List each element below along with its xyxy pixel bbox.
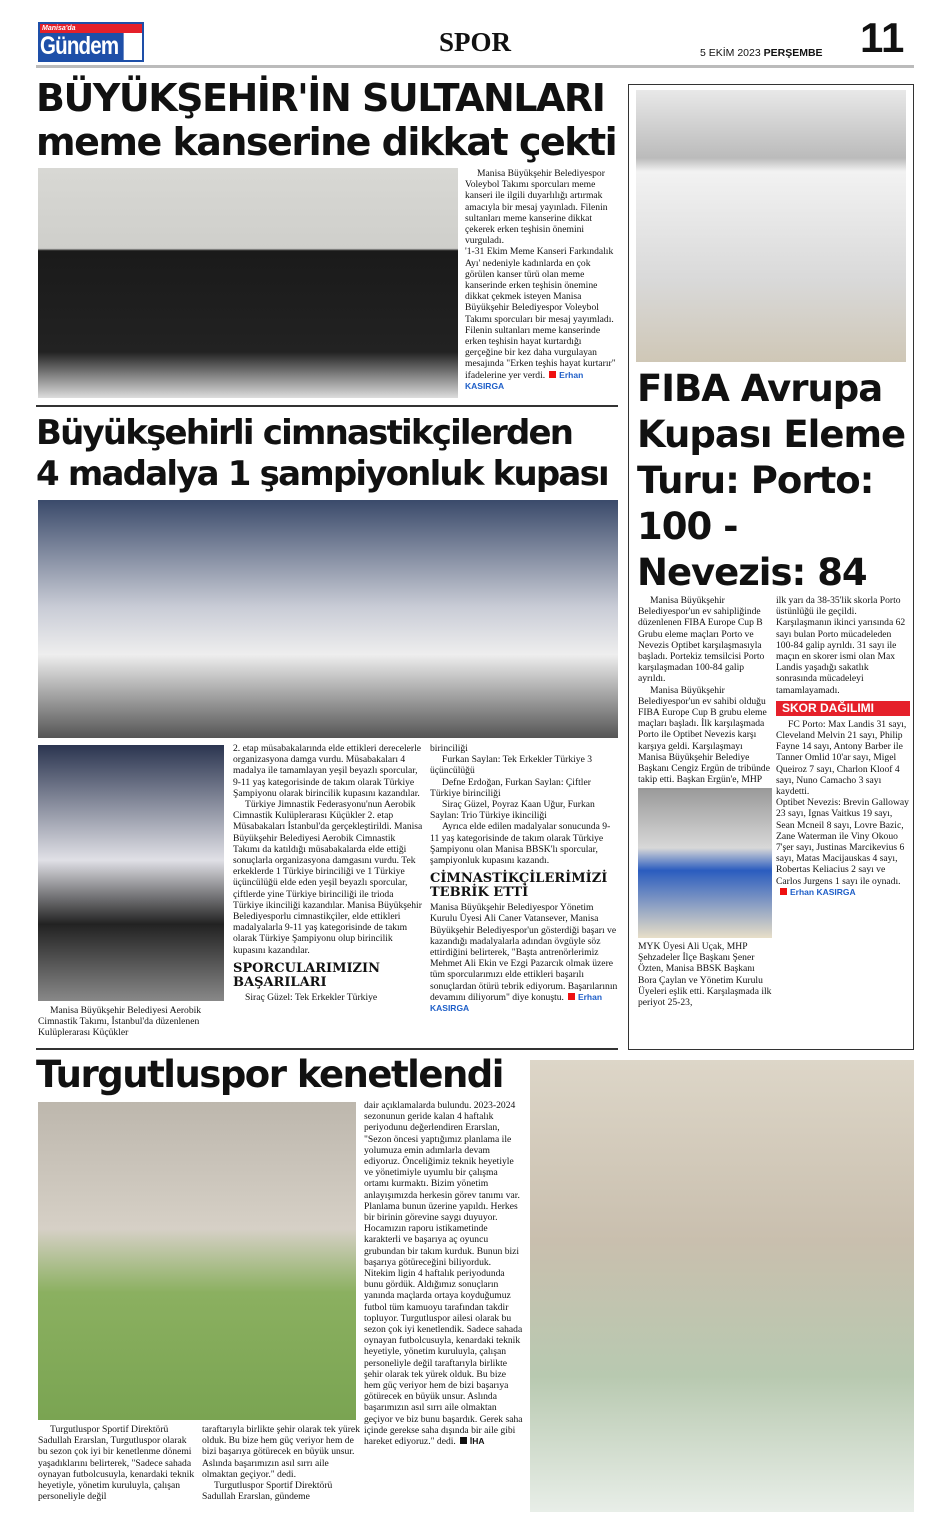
headline-line-2: 4 madalya 1 şampiyonluk kupası (36, 454, 608, 494)
issue-date (700, 47, 823, 59)
paragraph: Turgutluspor Sportif Direktörü Sadullah Erarslan, gündeme (202, 1480, 333, 1503)
paragraph: Siraç Güzel: Tek Erkekler Türkiye (245, 991, 378, 1003)
fiba-col2 (776, 595, 910, 898)
turgutluspor-mid-col (202, 1424, 360, 1502)
turgutluspor-headline: Turgutluspor kenetlendi (36, 1053, 503, 1096)
turgutluspor-right-col (364, 1100, 524, 1447)
header-rule (36, 65, 914, 68)
subheading: SPORCULARIMIZIN BAŞARILARI (233, 960, 381, 990)
byline-square-icon (780, 888, 787, 895)
paragraph: Manisa Büyükşehir Belediyespor'un ev sahibi olduğu FIBA Europe Cup B grubu eleme maçları başladı. İlk karşılaşmada Porto ile Optibet Nevezis karşı karşıya geldi. Karşılaşmayı Manisa Büyükşehir Belediye Başkanı Cengiz Ergün de tribünde takip etti. Başkan Ergün'e, MHP MYK Üyesi Ali Uçak, MHP Şehzadeler İlçe Başkanı Şener Özten, Manisa BBSK Başkanı Bora Çaylan ve Yönetim Kurulu Üyeleri eşlik etti. Karşılaşmada ilk periyot 25-23, (638, 684, 772, 1009)
byline-square-icon (568, 993, 575, 1000)
paragraph: taraftarıyla birlikte şehir olarak tek yürek olduk. Bu bize hem güç veriyor hem de bizi başarıya götürecek en büyük unsur. Aslında başarımızın asıl sırrı aile olmaktan geçiyor." dedi. (202, 1424, 360, 1480)
fiba-col1 (638, 595, 772, 1008)
headline-line-1: BÜYÜKŞEHİR'İN SULTANLARI (36, 76, 605, 120)
score-heading: SKOR DAĞILIMI (776, 701, 910, 716)
divider (36, 405, 618, 407)
football-match-photo (38, 1102, 356, 1420)
logo-main-text: Gündem (40, 33, 124, 60)
football-players-photo (530, 1060, 914, 1512)
paragraph: Türkiye Jimnastik Federasyonu'nun Aerobik Cimnastik Kulüplerarası Küçükler 2. etap Müsabakaları İstanbul'da gerçekleştirildi. Manisa Büyükşehir Belediyesi Aerobik Cimnastik Takımı da katıldığı müsabakalarda elde ettiği sonuçlarla organizasyona damgasını vurdu. Tek erkeklerde 1 Türkiye birinciliği ve 1 Türkiye üçüncülüğü elde eden yeşil beyazlı sporcular, çiftlerde yine Türkiye birinciliği ile trioda Türkiye ikinciliği kazandılar. Manisa Büyükşehir Belediyesporlu cimnastikçiler, elde ettikleri madalyalarla 9-11 yaş kategorisinde de takım olarak Türkiye Şampiyonu olup birincilik kupasını kazandılar. (233, 799, 423, 956)
logo-top-text: Manisa'da (40, 24, 142, 33)
divider (36, 1048, 618, 1050)
article1-headline (36, 76, 626, 164)
photo-caption: Manisa Büyükşehir Belediyesi Aerobik Cimnastik Takımı, İstanbul'da düzenlenen Kulüplerarası Küçükler (38, 1005, 202, 1039)
byline-square-icon (460, 1437, 467, 1444)
article1-body (465, 168, 617, 392)
masthead-logo (38, 22, 144, 62)
article2-col3 (430, 743, 618, 1014)
paragraph: Ayrıca elde edilen madalyalar sonucunda 9-11 yaş kategorisinde de takım olarak Türkiye Şampiyonu olan Manisa BBSK'lı sporcular, şampiyonluk kupasını kazandı. (430, 821, 611, 867)
byline-square-icon (549, 371, 556, 378)
byline: Erhan KASIRGA (430, 991, 603, 1014)
paragraph: Manisa Büyükşehir Belediyespor Yönetim Kurulu Üyesi Ali Caner Vatansever, Manisa Büyükşehir Belediyespor'un gösterdiği başarı ve kazandığı madalyalarla adından övgüyle söz ettirdiğini belirterek, "Başta antrenörlerimiz Mehmet Ali Ekin ve Ezgi Pazarcık olmak üzere tüm sporcularımızı elde ettikleri başarılı sonuçlardan ötürü tebrik ediyorum. Başarılarının devamını diliyorum" diye konuştu. (430, 902, 618, 1003)
article2-col2 (233, 743, 423, 1003)
byline: İHA (469, 1436, 485, 1447)
turgutluspor-left-col: Turgutluspor Sportif Direktörü Sadullah Erarslan, Turgutluspor olarak bu sezon çok iyi bir kenetlenme dönemi yaşadıklarını belirterek, "Sadece sahada oynayan futbolcusuyla, kenardaki teknik heyetiyle, yönetim kuruluyla, çalışan personeliyle değil (38, 1424, 195, 1503)
fiba-headline: FIBA Avrupa Kupası Eleme Turu: Porto: 100 - Nevezis: 84 (637, 367, 906, 594)
paragraph: Siraç Güzel, Poyraz Kaan Uğur, Furkan Saylan: Trio Türkiye ikinciliği (430, 799, 595, 822)
basketball-game-photo (636, 90, 906, 362)
paragraph: Optibet Nevezis: Brevin Galloway 23 sayı, Ignas Vaitkus 19 sayı, Sean Mcneil 8 sayı, Lovre Bazic, Zane Waterman ile Viny Okouo 7'şer sayı, Justinas Marcikevius 6 sayı, Matas Macijauskas 4 sayı, Robertas Keliacius 2 sayı ve Carlos Jurgens 1 sayı ile oynadı. (776, 797, 909, 887)
byline: Erhan KASIRGA (465, 369, 584, 391)
paragraph: birinciliği (430, 743, 468, 754)
paragraph: Defne Erdoğan, Furkan Saylan: Çiftler Türkiye birinciliği (430, 776, 591, 799)
section-title: SPOR (438, 27, 511, 57)
headline-line-1: Büyükşehirli cimnastikçilerden (36, 413, 573, 453)
byline: Erhan KASIRGA (790, 886, 856, 897)
weekday-text: PERŞEMBE (763, 47, 823, 59)
date-text: 5 EKİM 2023 (700, 47, 761, 59)
paragraph: FC Porto: Max Landis 31 sayı, Cleveland Melvin 21 sayı, Philip Fayne 14 sayı, Antony Barber ile Tanner Omlid 10'ar sayı, Migel Queiroz 7 sayı, Charlon Kloof 4 sayı, Nuno Camacho 3 sayı kaydetti. (776, 718, 907, 798)
basketball-player-photo (638, 788, 772, 938)
page-number: 11 (860, 14, 905, 61)
subheading: CİMNASTİKÇİLERİMİZİ TEBRİK ETTİ (430, 871, 608, 901)
gymnastics-podium-photo (38, 500, 618, 738)
paragraph: ilk yarı da 38-35'lik skorla Porto üstünlüğü ile geçildi. Karşılaşmanın ikinci yarısında 62 sayı bulan Porto mücadeleden 100-84 galip ayrıldı. 31 sayı ile maçın en skorer ismi olan Max Landis yaşadığı sakatlık sonrasında mücadeleyi tamamlayamadı. (776, 595, 906, 696)
paragraph: 2. etap müsabakalarında elde ettikleri derecelerle organizasyona damga vurdu. Müsabakaları 4 madalya ile tamamlayan yeşil beyazlı sporcular, 9-11 yaş kategorisinde de takım olarak Türkiye Şampiyonu olarak birincilik kupasını kazandılar. (233, 743, 422, 799)
paragraph: '1-31 Ekim Meme Kanseri Farkındalık Ayı' nedeniyle kadınlarda en çok görülen kanser türü olan meme kanserinde erken teşhisin önemine dikkat çekmek isteyen Manisa Büyükşehir Belediyespor Voleybol Takımı sporcuları bir mesaj yayımladı. Filenin sultanları meme kanserinde erken teşhisin hayat kurtardığı gerçeğine bir kez daha vurgulayan mesajında "Erken teşhis hayat kurtarır" ifadelerine yer verdi. (465, 246, 616, 381)
volleyball-team-photo (38, 168, 458, 398)
article2-headline (36, 413, 626, 495)
gymnastics-team-photo (38, 745, 224, 1001)
paragraph: Furkan Saylan: Tek Erkekler Türkiye 3 üçüncülüğü (430, 754, 593, 777)
paragraph: Manisa Büyükşehir Belediyespor'un ev sahipliğinde düzenlenen FIBA Europe Cup B Grubu eleme maçları Porto ve Nevezis Optibet karşılaşmasıyla başladı. Portekiz temsilcisi Porto karşılaşmadan 100-84 galip ayrıldı. (638, 595, 765, 685)
headline-line-2: meme kanserine dikkat çekti (36, 120, 617, 164)
paragraph: Manisa Büyükşehir Belediyespor Voleybol Takımı sporcuları meme kanseri ile ilgili duyarlılığı artırmak amacıyla bir mesaj yayınladı. Filenin sultanları meme kanserine dikkat çekerek erken teşhisin önemini vurguladı. (465, 168, 608, 247)
paragraph: dair açıklamalarda bulundu. 2023-2024 sezonunun geride kalan 4 haftalık periyodunu değerlendiren Erarslan, "Sezon öncesi yaptığımız planlama ile yolumuza emin adımlarla devam ediyoruz. Önceliğimiz teknik heyetiyle ve yönetimiyle uyumlu bir çalışma ortamı kurmaktı. Bizim yönetim anlayışımızda herkesin görev tanımı var. Planlama bunun üzerine yapıldı. Herkes bir birinin görevine saygı duyuyor. Hocamızın raporu istikametinde karakterli ve başarıya aç oyuncu grubundan bir takım kurduk. Bunun bizi başarıya götüreceğini biliyorduk. Nitekim ligin 4 haftalık periyodunda bunu gördük. Aldığımız sonuçların yanında maçlarda ortaya koyduğumuz futbol tüm kamuoyu tarafından takdir topluyor. Turgutluspor ailesi olarak bu sezon çok iyi kenetlendik. Sadece sahada oynayan futbolcusuyla, kenardaki teknik heyetiyle, yönetim kuruluyla, çalışan personeliyle değil taraftarıyla birlikte şehir olarak tek yürek olduk. Bu bize hem güç veriyor hem de bizi başarıya götürecek en büyük unsur. Aslında başarımızın asıl sırrı aile olmaktan geçiyor ve biz bunu başardık. Gerek saha içinde gerekse saha dışında bir aile gibi hareket ediyoruz." dedi. (364, 1100, 523, 1448)
